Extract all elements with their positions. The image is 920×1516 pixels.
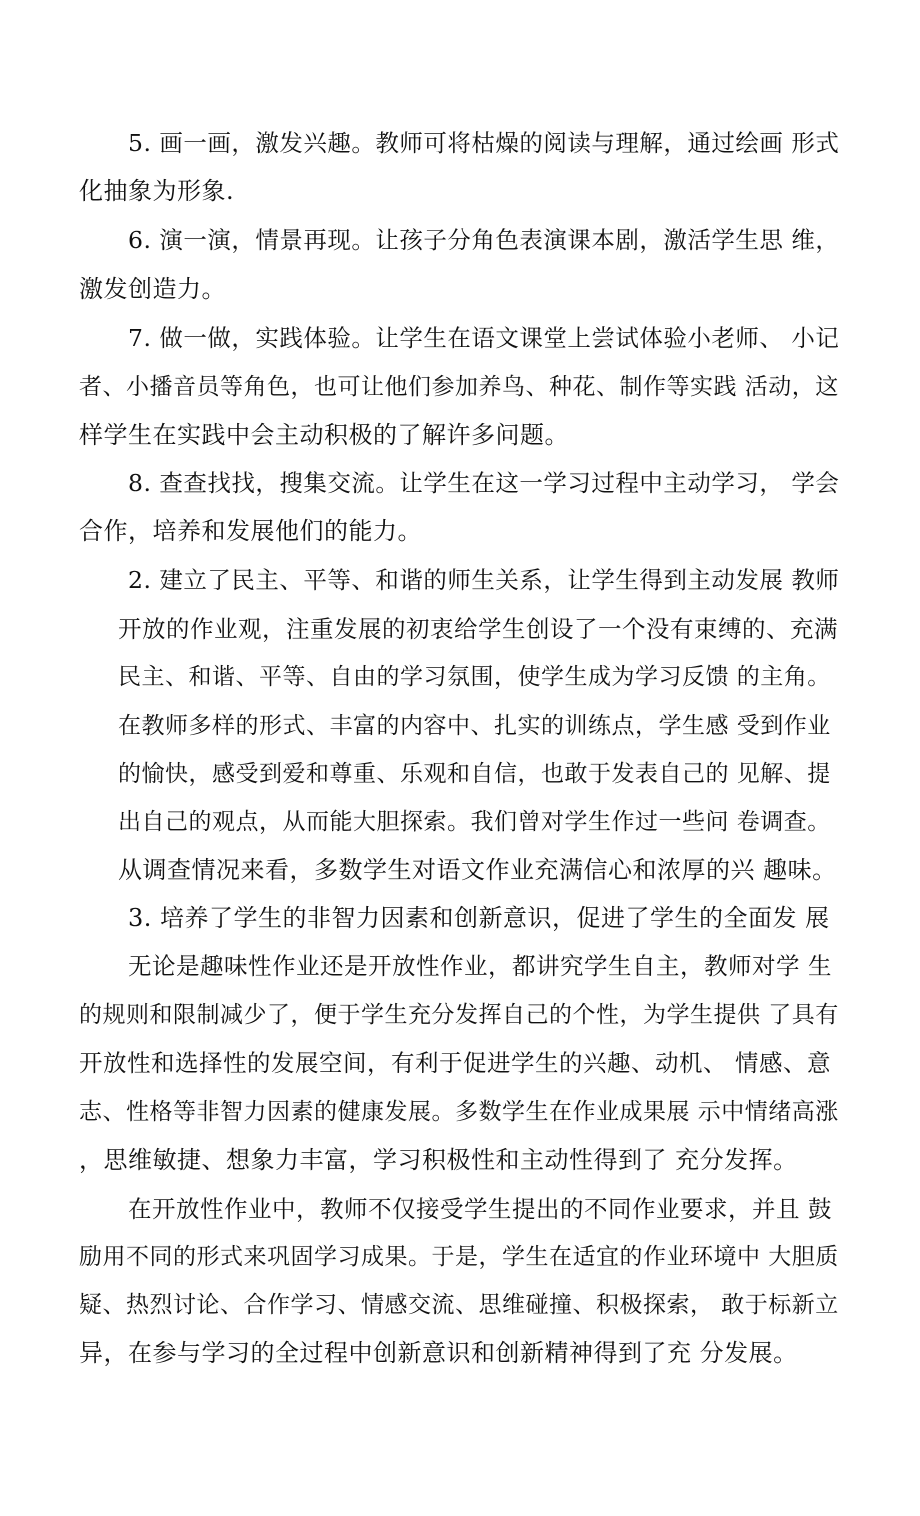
- text-line: 志、性格等非智力因素的健康发展。多数学生在作业成果展 示中情绪高涨: [79, 1099, 839, 1125]
- text-line: ，思维敏捷、想象力丰富，学习积极性和主动性得到了 充分发挥。: [79, 1146, 798, 1174]
- text-line: 在开放性作业中，教师不仅接受学生提出的不同作业要求，并且 鼓: [128, 1195, 832, 1223]
- text-line: 6. 演一演，情景再现。让孩子分角色表演课本剧，激活学生思 维，: [128, 226, 840, 254]
- text-line: 8. 查查找找，搜集交流。让学生在这一学习过程中主动学习， 学会: [128, 469, 840, 497]
- text-line: 激发创造力。: [79, 275, 226, 303]
- text-line: 开放性和选择性的发展空间，有利于促进学生的兴趣、动机、 情感、意: [79, 1049, 831, 1077]
- text-line: 开放的作业观，注重发展的初衷给学生创设了一个没有束缚的、充满: [118, 615, 838, 643]
- text-line: 疑、热烈讨论、合作学习、情感交流、思维碰撞、积极探索， 敢于标新立: [79, 1292, 839, 1318]
- text-line: 在教师多样的形式、丰富的内容中、扎实的训练点，学生感 受到作业: [118, 713, 831, 739]
- text-line: 从调查情况来看，多数学生对语文作业充满信心和浓厚的兴 趣味。: [118, 856, 837, 884]
- text-line: 3. 培养了学生的非智力因素和创新意识，促进了学生的全面发 展: [128, 904, 830, 932]
- text-line: 化抽象为形象.: [79, 177, 235, 205]
- text-line: 的愉快，感受到爱和尊重、乐观和自信，也敢于发表自己的 见解、提: [118, 761, 831, 787]
- text-line: 样学生在实践中会主动积极的了解许多问题。: [79, 421, 569, 449]
- text-line: 民主、和谐、平等、自由的学习氛围，使学生成为学习反馈 的主角。: [118, 664, 831, 690]
- text-line: 5. 画一画，激发兴趣。教师可将枯燥的阅读与理解，通过绘画 形式: [128, 129, 840, 157]
- text-line: 合作，培养和发展他们的能力。: [79, 517, 422, 545]
- text-line: 2. 建立了民主、平等、和谐的师生关系，让学生得到主动发展 教师: [128, 566, 840, 594]
- text-line: 者、小播音员等角色，也可让他们参加养鸟、种花、制作等实践 活动，这: [79, 374, 839, 400]
- text-line: 的规则和限制减少了，便于学生充分发挥自己的个性，为学生提供 了具有: [79, 1002, 839, 1028]
- text-line: 出自己的观点，从而能大胆探索。我们曾对学生作过一些问 卷调查。: [118, 809, 831, 835]
- text-line: 7. 做一做，实践体验。让学生在语文课堂上尝试体验小老师、 小记: [128, 324, 840, 352]
- text-line: 无论是趣味性作业还是开放性作业，都讲究学生自主，教师对学 生: [128, 952, 832, 980]
- text-line: 异，在参与学习的全过程中创新意识和创新精神得到了充 分发展。: [79, 1339, 798, 1367]
- text-line: 励用不同的形式来巩固学习成果。于是，学生在适宜的作业环境中 大胆质: [79, 1244, 839, 1270]
